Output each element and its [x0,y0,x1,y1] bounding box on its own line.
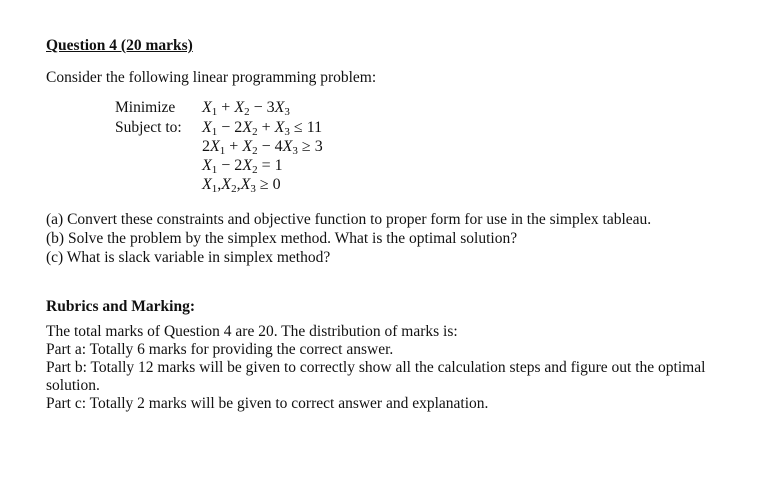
part-b: (b) Solve the problem by the simplex method. What is the optimal solution? [46,230,518,247]
part-c: (c) What is slack variable in simplex method? [46,249,331,266]
constraint-1: $X_1 - 2X_2 + X_3 \le 11$ [202,119,323,138]
rubrics-heading: Rubrics and Marking: [46,298,195,315]
rubric-line: Part b: Totally 12 marks will be given to correctly show all the calculation steps and figure out the optimal [46,359,706,376]
subject-to-label: Subject to: [115,119,182,136]
rubric-line: solution. [46,377,100,394]
constraint-2: $2X_1 + X_2 - 4X_3 \ge 3$ [202,138,323,157]
constraint-3: $X_1 - 2X_2 = 1$ [202,157,283,176]
question-title: Question 4 (20 marks) [46,37,193,54]
part-a: (a) Convert these constraints and objective function to proper form for use in the simplex tableau. [46,211,652,228]
rubric-line: Part a: Totally 6 marks for providing the correct answer. [46,341,394,358]
rubric-line: Part c: Totally 2 marks will be given to correct answer and explanation. [46,395,489,412]
minimize-label: Minimize [115,99,176,116]
objective-function: $X_1 + X_2 - 3X_3$ [202,99,290,118]
non-negativity-constraint: $X_1,X_2,X_3 \ge 0$ [202,176,281,195]
rubric-line: The total marks of Question 4 are 20. The distribution of marks is: [46,323,458,340]
question-intro: Consider the following linear programming problem: [46,69,377,86]
